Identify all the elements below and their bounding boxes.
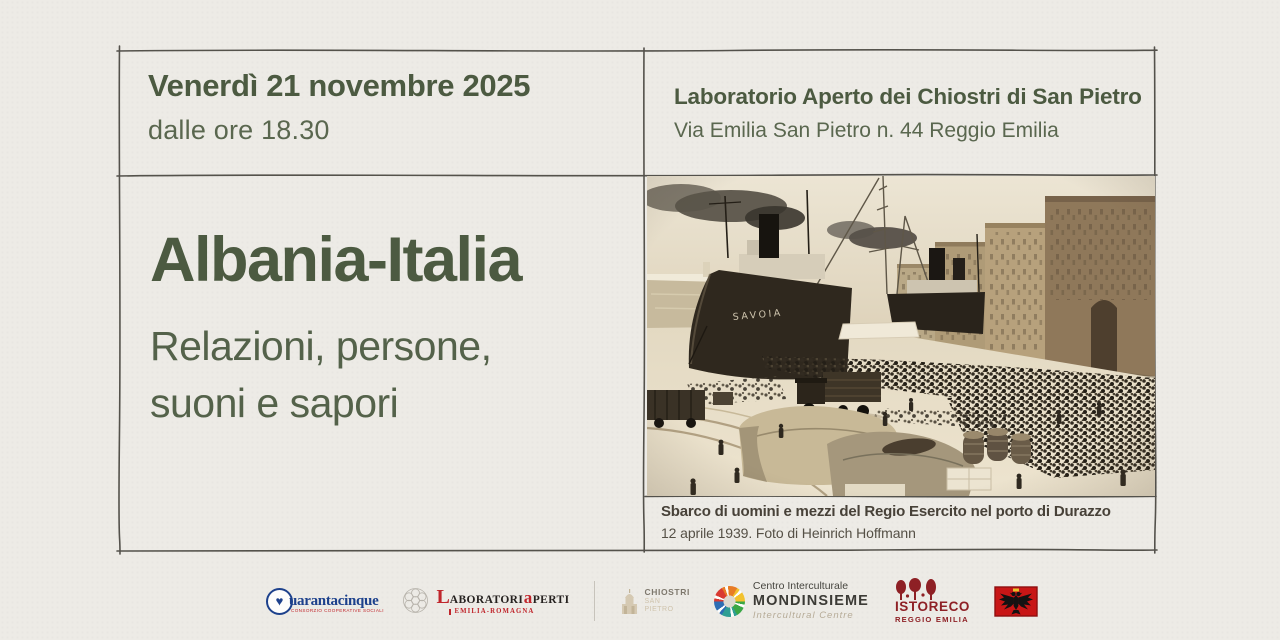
subtitle-line-1: Relazioni, persone, <box>150 322 492 369</box>
partner-logos <box>12 572 1280 630</box>
photo-vignette <box>647 176 1155 496</box>
event-time: dalle ore 18.30 <box>148 115 330 145</box>
caption-title: Sbarco di uomini e mezzi del Regio Esercito nel porto di Durazzo <box>661 503 1111 520</box>
title-block <box>150 225 620 432</box>
lab-region: EMILIA-ROMAGNA <box>449 609 569 616</box>
mondinsieme-line1: Centro Interculturale <box>752 580 849 593</box>
lab-perti: PERTI <box>532 593 570 606</box>
lab-aboratori: ABORATORI <box>449 593 524 606</box>
quarantacinque-name: uarantacinque <box>288 593 379 609</box>
caption-credit: 12 aprile 1939. Foto di Heinrich Hoffmann <box>661 525 916 541</box>
lab-red-a: a <box>523 587 533 607</box>
albanian-eagle-flag-logo <box>994 586 1038 617</box>
trees-icon <box>893 578 941 600</box>
istoreco-name: ISTORECO <box>894 598 971 614</box>
chiostri-sub1: SAN <box>644 597 661 605</box>
double-headed-eagle-icon <box>994 586 1038 617</box>
logo-laboratori-aperti <box>402 587 569 616</box>
date-box <box>148 68 530 146</box>
venue-address: Via Emilia San Pietro n. 44 Reggio Emilia <box>674 119 1059 142</box>
chiostri-sub2: PIETRO <box>644 605 674 613</box>
historical-photo <box>647 176 1155 496</box>
quarantacinque-subtext: CONSORZIO COOPERATIVE SOCIALI <box>290 608 384 613</box>
mondinsieme-line2: MONDINSIEME <box>752 592 869 609</box>
cloister-building-icon <box>619 588 640 615</box>
geodesic-sphere-icon <box>402 587 429 614</box>
logo-istoreco <box>893 578 970 625</box>
event-date: Venerdì 21 novembre 2025 <box>148 68 531 103</box>
lab-initial-L: L <box>436 585 450 608</box>
istoreco-city: REGGIO EMILIA <box>894 615 969 625</box>
photo-caption <box>661 503 1147 541</box>
heart-glyph: ♥ <box>275 593 284 608</box>
port-scene-illustration <box>647 176 1155 496</box>
subtitle-line-2: suoni e sapori <box>150 379 399 426</box>
venue-box <box>674 84 1142 143</box>
logo-divider <box>594 581 595 621</box>
logo-chiostri-san-pietro <box>619 588 690 615</box>
logo-quarantacinque <box>266 588 384 615</box>
logo-mondinsieme <box>714 580 869 621</box>
event-title: Albania-Italia <box>150 225 522 295</box>
venue-name: Laboratorio Aperto dei Chiostri di San Pietro <box>674 84 1142 109</box>
people-circle-icon <box>714 586 745 617</box>
mondinsieme-line3: Intercultural Centre <box>752 610 854 622</box>
event-subtitle <box>150 318 620 433</box>
chiostri-name: CHIOSTRI <box>644 587 690 598</box>
